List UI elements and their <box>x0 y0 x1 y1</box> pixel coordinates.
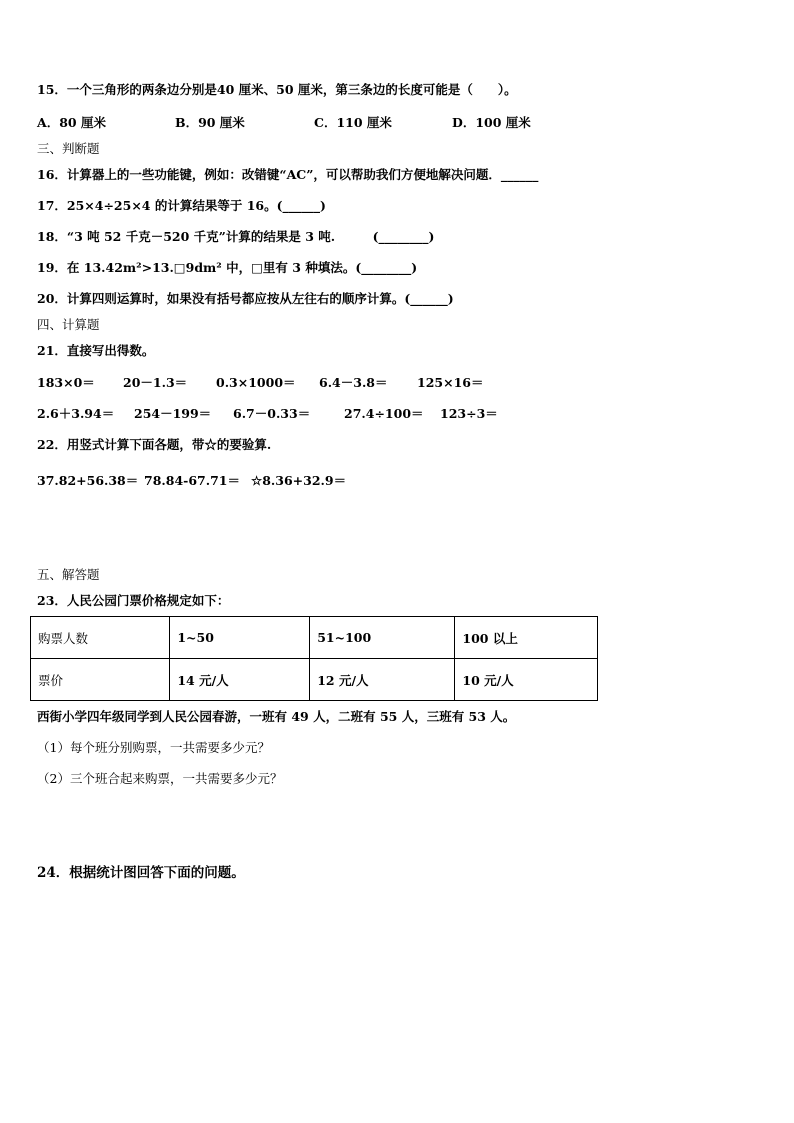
table-cell: 14 元/人 <box>170 659 310 701</box>
table-header-cell: 票价 <box>31 659 170 701</box>
question-18: 18．“3 吨 52 千克－520 千克”计算的结果是 3 吨. (________) <box>37 229 435 244</box>
question-19: 19．在 13.42m²>13.□9dm² 中，□里有 3 种填法。(________) <box>37 260 418 275</box>
ticket-price-table <box>30 616 598 701</box>
table-cell: 12 元/人 <box>310 659 455 701</box>
q21-item: 6.4－3.8＝ <box>319 375 388 390</box>
section-3-heading: 三、判断题 <box>37 141 100 156</box>
table-row <box>31 617 598 659</box>
question-17: 17．25×4÷25×4 的计算结果等于 16。(______) <box>37 198 326 213</box>
q21-row-2 <box>37 405 777 423</box>
q21-item: 27.4÷100＝ <box>344 406 424 421</box>
table-cell: 10 元/人 <box>455 659 598 701</box>
q15-option-b: B．90 厘米 <box>175 115 245 130</box>
question-24: 24．根据统计图回答下面的问题。 <box>37 865 245 881</box>
question-21-stem: 21．直接写出得数。 <box>37 343 155 358</box>
q22-item: 78.84-67.71＝ <box>144 473 240 488</box>
q21-item: 20－1.3＝ <box>123 375 188 390</box>
q21-item: 123÷3＝ <box>440 406 498 421</box>
q22-item: 37.82+56.38＝ <box>37 473 139 488</box>
question-16: 16．计算器上的一些功能键，例如：改错键“AC”，可以帮助我们方便地解决问题．______ <box>37 167 539 182</box>
section-5-heading: 五、解答题 <box>37 567 100 582</box>
table-row <box>31 659 598 701</box>
q15-option-d: D．100 厘米 <box>452 115 531 130</box>
question-20: 20．计算四则运算时，如果没有括号都应按从左往右的顺序计算。(______) <box>37 291 454 306</box>
question-23-sub-1: （1）每个班分别购票，一共需要多少元？ <box>37 740 270 755</box>
question-22-stem: 22．用竖式计算下面各题，带☆的要验算. <box>37 437 272 452</box>
table-cell: 1~50 <box>170 617 310 659</box>
q22-item: ☆8.36+32.9＝ <box>251 473 347 488</box>
question-23-sub-2: （2）三个班合起来购票，一共需要多少元？ <box>37 771 283 786</box>
table-header-cell: 购票人数 <box>31 617 170 659</box>
table-cell: 100 以上 <box>455 617 598 659</box>
question-23-text: 西街小学四年级同学到人民公园春游，一班有 49 人，二班有 55 人，三班有 53 人。 <box>37 709 516 724</box>
section-4-heading: 四、计算题 <box>37 317 100 332</box>
q21-item: 2.6＋3.94＝ <box>37 406 115 421</box>
question-15-stem: 15．一个三角形的两条边分别是40 厘米、50 厘米，第三条边的长度可能是（ ）。 <box>37 82 517 97</box>
q21-item: 254－199＝ <box>134 406 212 421</box>
q15-option-a: A．80 厘米 <box>37 115 106 130</box>
q21-item: 183×0＝ <box>37 375 95 390</box>
q21-item: 125×16＝ <box>417 375 484 390</box>
table-cell: 51~100 <box>310 617 455 659</box>
q21-row-1 <box>37 374 777 392</box>
q21-item: 6.7－0.33＝ <box>233 406 311 421</box>
q22-items <box>37 472 777 490</box>
q21-item: 0.3×1000＝ <box>216 375 296 390</box>
question-23-stem: 23．人民公园门票价格规定如下： <box>37 593 230 608</box>
q15-option-c: C．110 厘米 <box>314 115 392 130</box>
